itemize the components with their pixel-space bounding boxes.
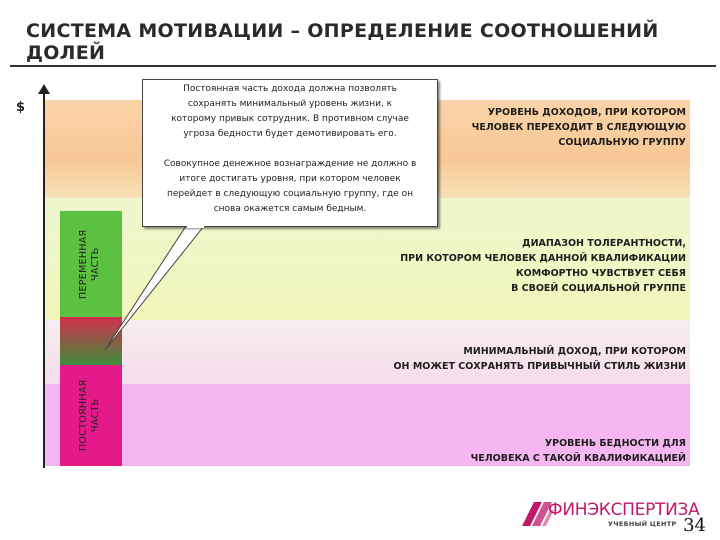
logo-wordmark: ФИНЭКСПЕРТИЗА: [548, 500, 700, 520]
title-divider: [10, 65, 716, 67]
band-label-poverty-level: УРОВЕНЬ БЕДНОСТИ ДЛЯ ЧЕЛОВЕКА С ТАКОЙ КВАЛИФИКАЦИЕЙ: [470, 438, 686, 464]
dollar-axis-label: $: [16, 100, 26, 115]
slide-title: СИСТЕМА МОТИВАЦИИ – ОПРЕДЕЛЕНИЕ СООТНОШЕНИЙ ДОЛЕЙ: [26, 20, 659, 64]
callout-paragraph-constant: Постоянная часть дохода должна позволять сохранять минимальный уровень жизни, к которому привык сотрудник. В противном случае угроза бедности будет демотивировать его.: [171, 84, 409, 139]
band-label-next-social-group: УРОВЕНЬ ДОХОДОВ, ПРИ КОТОРОМ ЧЕЛОВЕК ПЕРЕХОДИТ В СЛЕДУЮЩУЮ СОЦИАЛЬНУЮ ГРУППУ: [471, 107, 686, 148]
income-axis: [43, 90, 45, 468]
axis-arrow-icon: [38, 84, 50, 94]
constant-part-label: ПОСТОЯННАЯ ЧАСТЬ: [78, 379, 101, 451]
page-number: 34: [683, 515, 706, 536]
explanation-callout: [142, 79, 438, 227]
logo-subtitle: УЧЕБНЫЙ ЦЕНТР: [608, 520, 677, 528]
variable-part-label: ПЕРЕМЕННАЯ ЧАСТЬ: [78, 229, 101, 299]
band-label-minimum-income: МИНИМАЛЬНЫЙ ДОХОД, ПРИ КОТОРОМ ОН МОЖЕТ СОХРАНЯТЬ ПРИВЫЧНЫЙ СТИЛЬ ЖИЗНИ: [393, 346, 686, 371]
overlap-segment: [60, 317, 122, 365]
band-label-tolerance-range: ДИАПАЗОН ТОЛЕРАНТНОСТИ, ПРИ КОТОРОМ ЧЕЛОВЕК ДАННОЙ КВАЛИФИКАЦИИ КОМФОРТНО ЧУВСТВУЕТ СЕБЯ В СВОЕЙ СОЦИАЛЬНОЙ ГРУППЕ: [400, 238, 686, 294]
callout-tail-joint: [186, 224, 205, 228]
callout-paragraph-total: Совокупное денежное вознаграждение не должно в итоге достигать уровня, при котором человек перейдет в следующую социальную группу, где он снова окажется самым бедным.: [163, 159, 417, 214]
